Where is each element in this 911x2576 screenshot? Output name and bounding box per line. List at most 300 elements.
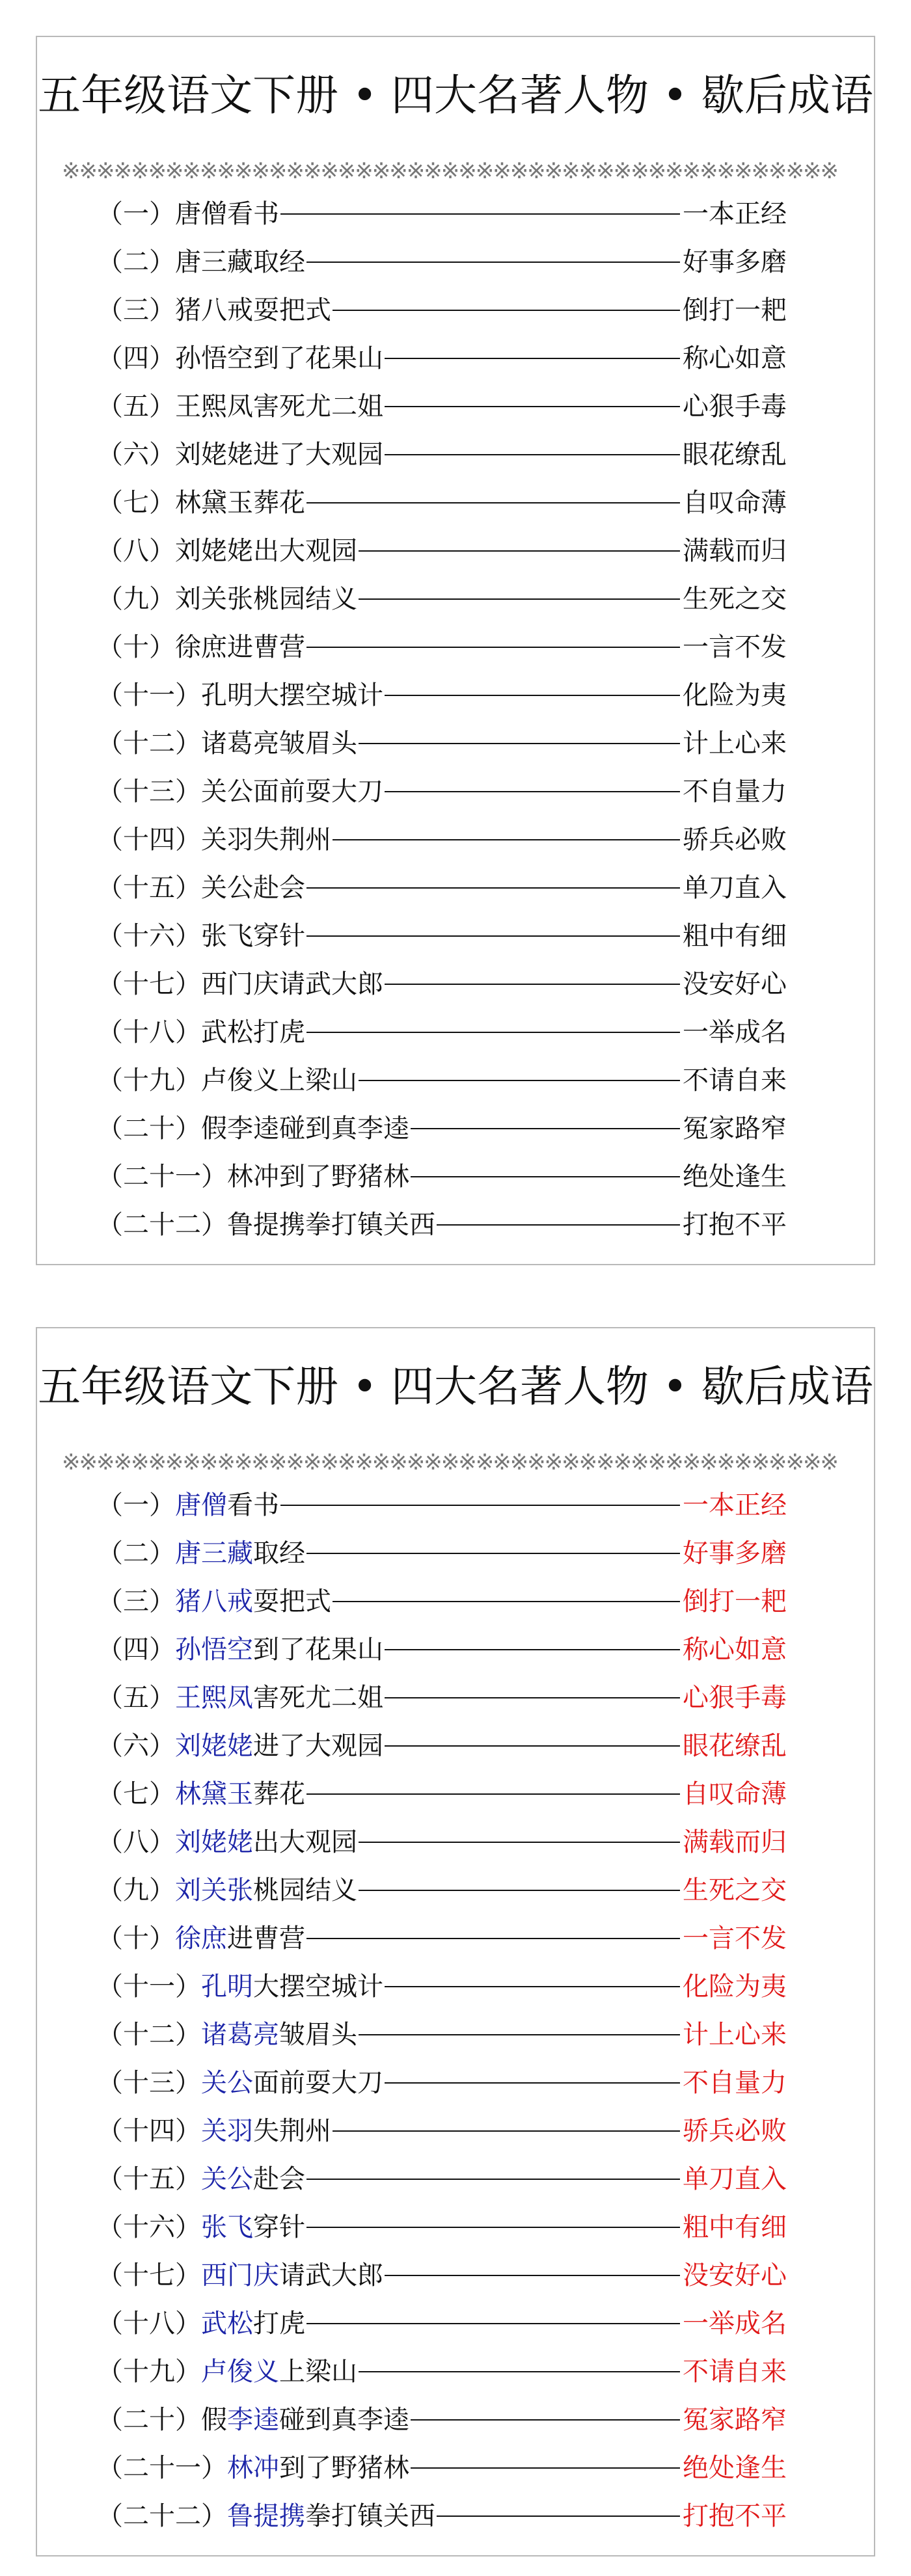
item-number: （二）	[97, 1538, 175, 1568]
riddle-text	[97, 1626, 383, 1674]
connector-line	[411, 1176, 680, 1177]
item-number: （二）	[97, 247, 175, 277]
character-name: 唐僧	[175, 1490, 227, 1520]
idiom-row	[97, 2444, 787, 2492]
item-number: （十三）	[97, 777, 201, 807]
riddle-action: 看书	[227, 1490, 279, 1520]
idiom-answer: 称心如意	[683, 343, 787, 373]
connector-line	[359, 1842, 680, 1843]
riddle-text	[97, 382, 383, 431]
riddle-text	[97, 1105, 409, 1153]
connector-line	[385, 358, 680, 359]
riddle-action: 取经	[253, 1538, 305, 1568]
connector-line	[359, 743, 680, 744]
riddle-text	[97, 623, 305, 671]
riddle-action: 上梁山	[279, 2357, 357, 2387]
character-name: 刘姥姥	[175, 1827, 253, 1857]
idiom-answer: 自叹命薄	[683, 488, 787, 518]
idiom-row	[97, 1963, 787, 2011]
character-name: 孔明	[201, 680, 253, 710]
item-number: （十二）	[97, 2020, 201, 2050]
riddle-action: 出大观园	[253, 536, 357, 566]
riddle-prefix: 假	[201, 1114, 227, 1144]
connector-line	[306, 262, 680, 263]
riddle-action: 到了野猪林	[279, 1162, 409, 1192]
character-name: 卢俊义	[201, 1066, 279, 1095]
idiom-answer: 绝处逢生	[683, 1162, 787, 1192]
riddle-text	[97, 286, 331, 334]
connector-line	[359, 2034, 680, 2035]
riddle-text	[97, 2203, 305, 2251]
character-name: 李逵	[227, 1114, 279, 1144]
character-name: 武松	[201, 2309, 253, 2339]
item-number: （二十二）	[97, 1210, 227, 1240]
riddle-text	[97, 479, 305, 527]
connector-line	[385, 406, 680, 407]
item-number: （六）	[97, 440, 175, 470]
connector-line	[333, 2130, 680, 2132]
item-number: （四）	[97, 1635, 175, 1665]
riddle-action: 到了野猪林	[279, 2453, 409, 2483]
riddle-action: 葬花	[253, 488, 305, 518]
highlighted-card	[36, 1327, 875, 2556]
idiom-row	[97, 1866, 787, 1914]
item-number: （五）	[97, 1683, 175, 1713]
idiom-answer: 没安好心	[683, 969, 787, 999]
item-number: （七）	[97, 1779, 175, 1809]
idiom-answer: 计上心来	[683, 729, 787, 758]
idiom-list	[97, 190, 787, 1249]
riddle-text	[97, 816, 331, 864]
item-number: （十三）	[97, 2068, 201, 2098]
riddle-action: 赴会	[253, 873, 305, 903]
item-number: （八）	[97, 536, 175, 566]
riddle-action: 大摆空城计	[253, 1972, 383, 2002]
idiom-answer: 一本正经	[683, 199, 787, 229]
item-number: （十五）	[97, 2164, 201, 2194]
character-name: 刘姥姥	[175, 536, 253, 566]
connector-line	[359, 598, 680, 600]
character-name: 猪八戒	[175, 1587, 253, 1617]
idiom-row	[97, 2492, 787, 2540]
riddle-text	[97, 1577, 331, 1626]
connector-line	[437, 2516, 680, 2517]
idiom-row	[97, 382, 787, 431]
idiom-answer: 打抱不平	[683, 2501, 787, 2531]
item-number: （十九）	[97, 1066, 201, 1095]
item-number: （一）	[97, 199, 175, 229]
connector-line	[306, 2323, 680, 2324]
riddle-text	[97, 2348, 357, 2396]
idiom-answer: 骄兵必败	[683, 2116, 787, 2146]
riddle-action: 看书	[227, 199, 279, 229]
riddle-text	[97, 334, 383, 382]
riddle-text	[97, 2155, 305, 2203]
riddle-action: 赴会	[253, 2164, 305, 2194]
item-number: （十六）	[97, 2212, 201, 2242]
item-number: （十六）	[97, 921, 201, 951]
idiom-answer: 化险为夷	[683, 1972, 787, 2002]
riddle-text	[97, 768, 383, 816]
item-number: （二十一）	[97, 1162, 227, 1192]
connector-line	[437, 1224, 680, 1226]
idiom-row	[97, 2348, 787, 2396]
idiom-answer: 生死之交	[683, 584, 787, 614]
character-name: 诸葛亮	[201, 729, 279, 758]
idiom-answer: 单刀直入	[683, 873, 787, 903]
riddle-text	[97, 1674, 383, 1722]
character-name: 刘姥姥	[175, 1731, 253, 1761]
connector-line	[333, 310, 680, 311]
character-name: 鲁提携	[227, 2501, 305, 2531]
item-number: （二十二）	[97, 2501, 227, 2531]
character-name: 林黛玉	[175, 488, 253, 518]
connector-line	[306, 1553, 680, 1554]
idiom-row	[97, 768, 787, 816]
riddle-action: 上梁山	[279, 1066, 357, 1095]
connector-line	[306, 502, 680, 503]
character-name: 唐三藏	[175, 1538, 253, 1568]
idiom-answer: 不自量力	[683, 777, 787, 807]
character-name: 唐三藏	[175, 247, 253, 277]
idiom-row	[97, 2251, 787, 2300]
item-number: （三）	[97, 1587, 175, 1617]
idiom-list	[97, 1481, 787, 2540]
item-number: （三）	[97, 295, 175, 325]
character-name: 鲁提携	[227, 1210, 305, 1240]
idiom-row	[97, 864, 787, 912]
idiom-answer: 心狠手毒	[683, 392, 787, 422]
item-number: （一）	[97, 1490, 175, 1520]
connector-line	[385, 695, 680, 696]
idiom-answer: 好事多磨	[683, 1538, 787, 1568]
character-name: 林黛玉	[175, 1779, 253, 1809]
riddle-action: 皱眉头	[279, 2020, 357, 2050]
idiom-row	[97, 671, 787, 719]
idiom-answer: 粗中有细	[683, 921, 787, 951]
riddle-action: 到了花果山	[253, 1635, 383, 1665]
connector-line	[385, 1649, 680, 1650]
item-number: （十八）	[97, 1017, 201, 1047]
character-name: 诸葛亮	[201, 2020, 279, 2050]
idiom-answer: 一言不发	[683, 632, 787, 662]
item-number: （十一）	[97, 1972, 201, 2002]
riddle-text	[97, 431, 383, 479]
idiom-answer: 眼花缭乱	[683, 1731, 787, 1761]
riddle-action: 到了花果山	[253, 343, 383, 373]
idiom-answer: 一举成名	[683, 1017, 787, 1047]
character-name: 刘关张	[175, 1875, 253, 1905]
character-name: 西门庆	[201, 969, 279, 999]
connector-line	[385, 1745, 680, 1747]
idiom-row	[97, 816, 787, 864]
riddle-action: 碰到真李逵	[279, 1114, 409, 1144]
idiom-row	[97, 479, 787, 527]
riddle-text	[97, 1008, 305, 1056]
riddle-action: 打虎	[253, 1017, 305, 1047]
riddle-prefix: 假	[201, 2405, 227, 2435]
riddle-text	[97, 527, 357, 575]
idiom-row	[97, 334, 787, 382]
character-name: 刘姥姥	[175, 440, 253, 470]
riddle-text	[97, 1770, 305, 1818]
idiom-answer: 称心如意	[683, 1635, 787, 1665]
riddle-action: 请武大郎	[279, 969, 383, 999]
idiom-answer: 骄兵必败	[683, 825, 787, 855]
idiom-row	[97, 238, 787, 286]
character-name: 关公	[201, 873, 253, 903]
riddle-action: 耍把式	[253, 1587, 331, 1617]
connector-line	[306, 1793, 680, 1795]
riddle-action: 耍把式	[253, 295, 331, 325]
riddle-action: 面前耍大刀	[253, 777, 383, 807]
connector-line	[359, 2371, 680, 2372]
connector-line	[359, 550, 680, 552]
riddle-action: 害死尤二姐	[253, 1683, 383, 1713]
character-name: 卢俊义	[201, 2357, 279, 2387]
item-number: （十七）	[97, 2261, 201, 2290]
idiom-row	[97, 1153, 787, 1201]
riddle-text	[97, 1963, 383, 2011]
riddle-action: 失荆州	[253, 2116, 331, 2146]
item-number: （十）	[97, 632, 175, 662]
connector-line	[306, 1032, 680, 1033]
character-name: 关公	[201, 2164, 253, 2194]
character-name: 李逵	[227, 2405, 279, 2435]
riddle-text	[97, 1818, 357, 1866]
character-name: 刘关张	[175, 584, 253, 614]
riddle-text	[97, 1722, 383, 1770]
idiom-answer: 化险为夷	[683, 680, 787, 710]
item-number: （九）	[97, 584, 175, 614]
riddle-text	[97, 1914, 305, 1963]
star-divider: ※※※※※※※※※※※※※※※※※※※※※※※※※※※※※※※※※※※※※※※※※※※※※	[62, 1449, 837, 1475]
idiom-answer: 满载而归	[683, 536, 787, 566]
connector-line	[333, 1601, 680, 1602]
idiom-answer: 单刀直入	[683, 2164, 787, 2194]
character-name: 徐庶	[175, 632, 227, 662]
riddle-text	[97, 2011, 357, 2059]
character-name: 王熙凤	[175, 392, 253, 422]
idiom-row	[97, 2203, 787, 2251]
idiom-answer: 冤家路窄	[683, 2405, 787, 2435]
riddle-text	[97, 2059, 383, 2107]
riddle-text	[97, 864, 305, 912]
character-name: 西门庆	[201, 2261, 279, 2290]
connector-line	[333, 839, 680, 840]
item-number: （八）	[97, 1827, 175, 1857]
idiom-row	[97, 623, 787, 671]
idiom-answer: 一言不发	[683, 1924, 787, 1953]
idiom-row	[97, 1674, 787, 1722]
idiom-answer: 生死之交	[683, 1875, 787, 1905]
idiom-answer: 心狠手毒	[683, 1683, 787, 1713]
idiom-answer: 打抱不平	[683, 1210, 787, 1240]
riddle-text	[97, 2492, 435, 2540]
idiom-answer: 绝处逢生	[683, 2453, 787, 2483]
character-name: 林冲	[227, 2453, 279, 2483]
item-number: （十一）	[97, 680, 201, 710]
idiom-row	[97, 2300, 787, 2348]
item-number: （十七）	[97, 969, 201, 999]
connector-line	[385, 1986, 680, 1987]
character-name: 关羽	[201, 825, 253, 855]
idiom-answer: 满载而归	[683, 1827, 787, 1857]
riddle-text	[97, 575, 357, 623]
idiom-answer: 冤家路窄	[683, 1114, 787, 1144]
character-name: 关公	[201, 777, 253, 807]
item-number: （十二）	[97, 729, 201, 758]
character-name: 猪八戒	[175, 295, 253, 325]
item-number: （五）	[97, 392, 175, 422]
riddle-action: 大摆空城计	[253, 680, 383, 710]
character-name: 孙悟空	[175, 343, 253, 373]
riddle-action: 进了大观园	[253, 1731, 383, 1761]
riddle-action: 桃园结义	[253, 1875, 357, 1905]
riddle-action: 穿针	[253, 2212, 305, 2242]
riddle-action: 桃园结义	[253, 584, 357, 614]
plain-card	[36, 36, 875, 1265]
riddle-text	[97, 2107, 331, 2155]
idiom-answer: 倒打一耙	[683, 295, 787, 325]
idiom-row	[97, 1770, 787, 1818]
idiom-row	[97, 719, 787, 768]
idiom-row	[97, 527, 787, 575]
character-name: 唐僧	[175, 199, 227, 229]
connector-line	[306, 1938, 680, 1939]
connector-line	[306, 2227, 680, 2228]
character-name: 武松	[201, 1017, 253, 1047]
idiom-row	[97, 1914, 787, 1963]
riddle-action: 葬花	[253, 1779, 305, 1809]
idiom-row	[97, 2059, 787, 2107]
idiom-row	[97, 1577, 787, 1626]
idiom-row	[97, 1481, 787, 1529]
riddle-text	[97, 238, 305, 286]
riddle-text	[97, 2396, 409, 2444]
riddle-action: 失荆州	[253, 825, 331, 855]
riddle-text	[97, 2300, 305, 2348]
item-number: （十九）	[97, 2357, 201, 2387]
riddle-text	[97, 1153, 409, 1201]
character-name: 王熙凤	[175, 1683, 253, 1713]
page-title: 五年级语文下册 • 四大名著人物 • 歇后成语	[38, 70, 873, 120]
idiom-row	[97, 1201, 787, 1249]
idiom-row	[97, 575, 787, 623]
item-number: （十八）	[97, 2309, 201, 2339]
riddle-action: 拳打镇关西	[305, 2501, 435, 2531]
riddle-text	[97, 1529, 305, 1577]
idiom-row	[97, 431, 787, 479]
riddle-action: 进曹营	[227, 632, 305, 662]
idiom-answer: 好事多磨	[683, 247, 787, 277]
connector-line	[411, 1128, 680, 1129]
idiom-row	[97, 1626, 787, 1674]
idiom-answer: 粗中有细	[683, 2212, 787, 2242]
idiom-answer: 不自量力	[683, 2068, 787, 2098]
riddle-text	[97, 2444, 409, 2492]
connector-line	[385, 2082, 680, 2084]
idiom-answer: 一举成名	[683, 2309, 787, 2339]
connector-line	[385, 2275, 680, 2276]
riddle-text	[97, 190, 279, 238]
idiom-answer: 计上心来	[683, 2020, 787, 2050]
riddle-action: 打虎	[253, 2309, 305, 2339]
riddle-action: 请武大郎	[279, 2261, 383, 2290]
connector-line	[385, 454, 680, 455]
item-number: （七）	[97, 488, 175, 518]
connector-line	[359, 1080, 680, 1081]
idiom-row	[97, 190, 787, 238]
idiom-answer: 自叹命薄	[683, 1779, 787, 1809]
connector-line	[385, 1697, 680, 1698]
idiom-row	[97, 960, 787, 1008]
riddle-action: 面前耍大刀	[253, 2068, 383, 2098]
riddle-action: 进曹营	[227, 1924, 305, 1953]
riddle-action: 拳打镇关西	[305, 1210, 435, 1240]
connector-line	[280, 1505, 680, 1506]
riddle-action: 害死尤二姐	[253, 392, 383, 422]
connector-line	[280, 213, 680, 215]
item-number: （四）	[97, 343, 175, 373]
connector-line	[306, 647, 680, 648]
idiom-row	[97, 1056, 787, 1105]
idiom-row	[97, 912, 787, 960]
character-name: 林冲	[227, 1162, 279, 1192]
connector-line	[411, 2419, 680, 2421]
idiom-answer: 不请自来	[683, 1066, 787, 1095]
idiom-row	[97, 1105, 787, 1153]
character-name: 关羽	[201, 2116, 253, 2146]
riddle-text	[97, 1866, 357, 1914]
riddle-text	[97, 671, 383, 719]
riddle-action: 穿针	[253, 921, 305, 951]
idiom-row	[97, 286, 787, 334]
connector-line	[385, 791, 680, 792]
item-number: （六）	[97, 1731, 175, 1761]
item-number: （十四）	[97, 2116, 201, 2146]
item-number: （二十）	[97, 2405, 201, 2435]
page-title: 五年级语文下册 • 四大名著人物 • 歇后成语	[38, 1362, 873, 1412]
idiom-row	[97, 1722, 787, 1770]
connector-line	[306, 935, 680, 937]
character-name: 孙悟空	[175, 1635, 253, 1665]
character-name: 孔明	[201, 1972, 253, 2002]
connector-line	[385, 984, 680, 985]
item-number: （十）	[97, 1924, 175, 1953]
item-number: （十五）	[97, 873, 201, 903]
character-name: 张飞	[201, 921, 253, 951]
idiom-answer: 没安好心	[683, 2261, 787, 2290]
item-number: （二十）	[97, 1114, 201, 1144]
idiom-row	[97, 2011, 787, 2059]
idiom-answer: 一本正经	[683, 1490, 787, 1520]
riddle-text	[97, 2251, 383, 2300]
character-name: 关公	[201, 2068, 253, 2098]
idiom-row	[97, 2107, 787, 2155]
riddle-action: 出大观园	[253, 1827, 357, 1857]
connector-line	[359, 1890, 680, 1891]
connector-line	[411, 2467, 680, 2469]
idiom-row	[97, 2396, 787, 2444]
connector-line	[306, 2179, 680, 2180]
idiom-answer: 不请自来	[683, 2357, 787, 2387]
riddle-text	[97, 1201, 435, 1249]
riddle-action: 进了大观园	[253, 440, 383, 470]
riddle-text	[97, 719, 357, 768]
riddle-text	[97, 1056, 357, 1105]
connector-line	[306, 887, 680, 889]
